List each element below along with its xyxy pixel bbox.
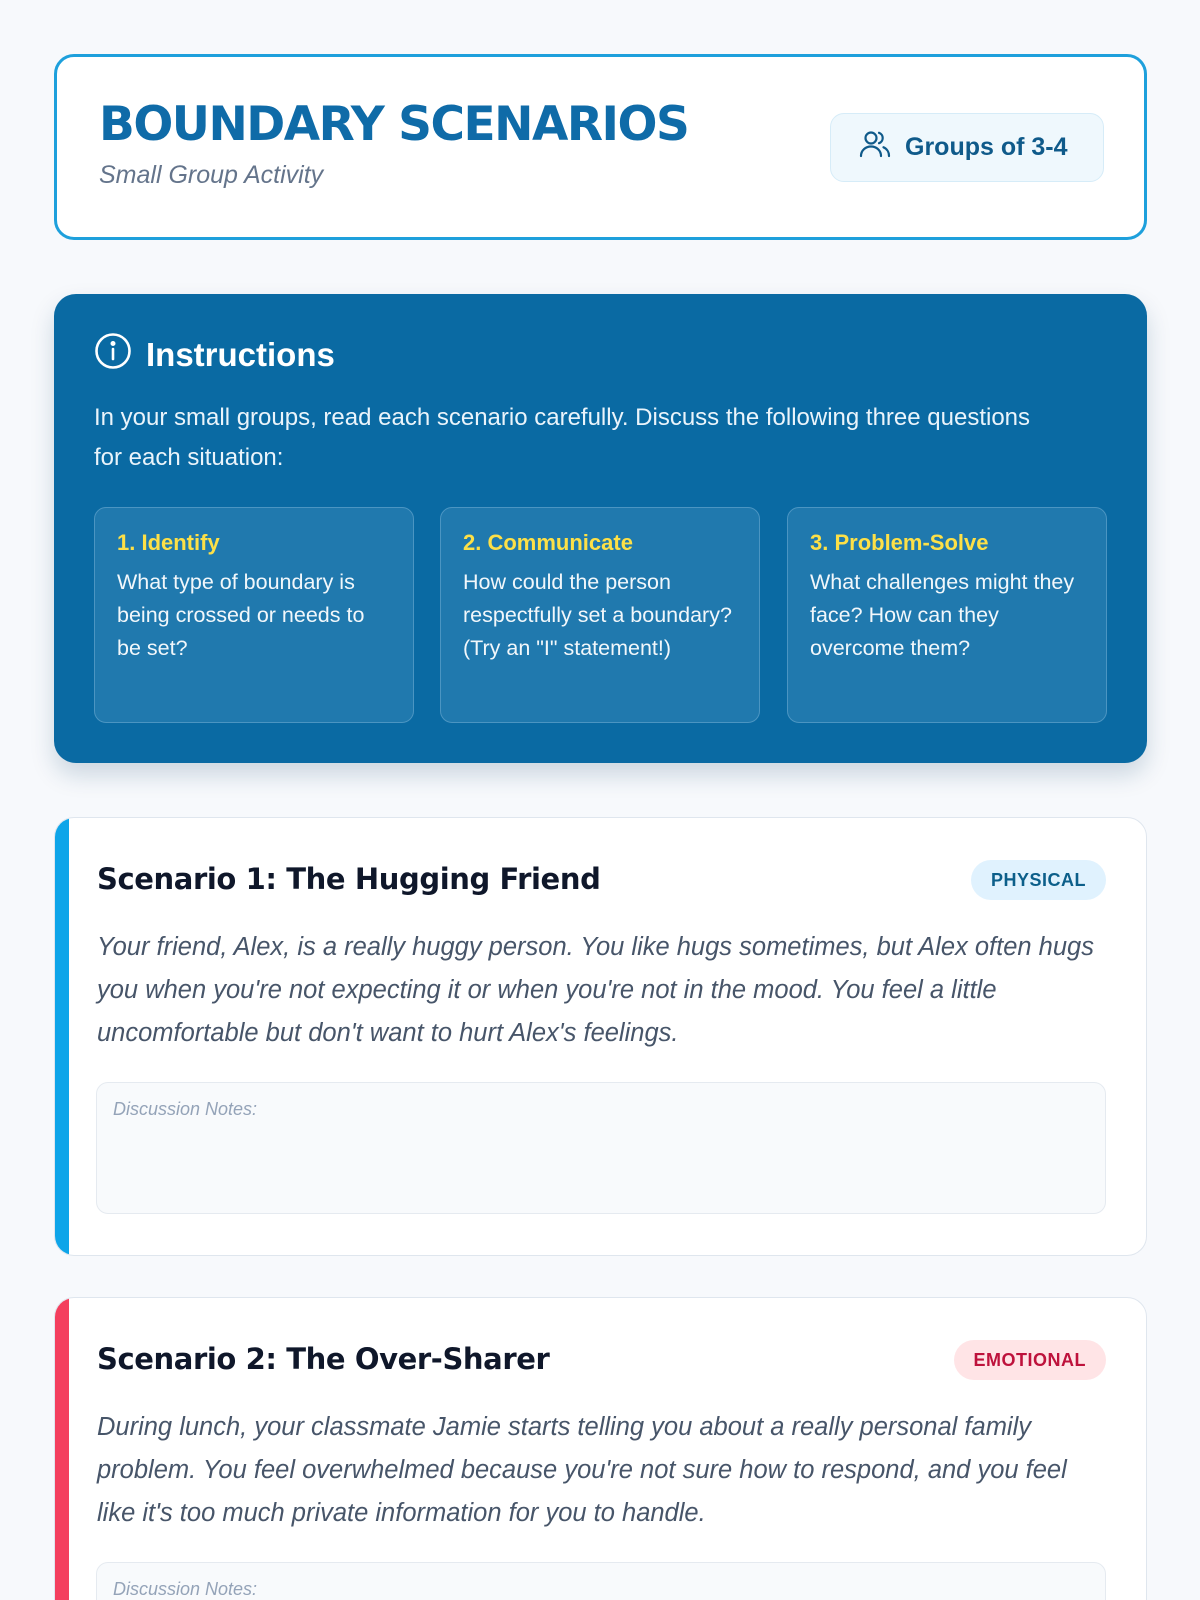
header-card — [54, 54, 1147, 240]
page-subtitle: Small Group Activity — [99, 161, 324, 189]
scenario-description: Your friend, Alex, is a really huggy person. You like hugs sometimes, but Alex often hugs you when you're not expecting it or when you're not in the mood. You feel a little uncomfortable but don't want to hurt Alex's feelings. — [97, 933, 1094, 1047]
instructions-heading — [94, 332, 335, 378]
instructions-card — [54, 294, 1147, 763]
instructions-title: Instructions — [146, 336, 335, 373]
discussion-notes-label: Discussion Notes: — [113, 1099, 258, 1119]
question-box-problem-solve — [787, 507, 1107, 723]
question-title: 3. Problem-Solve — [810, 530, 989, 555]
scenario-card — [54, 1297, 1147, 1600]
scenario-card — [54, 817, 1147, 1256]
discussion-notes-field[interactable] — [96, 1082, 1106, 1214]
discussion-notes-field[interactable] — [96, 1562, 1106, 1600]
group-size-label: Groups of 3-4 — [905, 133, 1068, 161]
scenario-title: Scenario 1: The Hugging Friend — [97, 862, 601, 896]
question-text: What type of boundary is being crossed or needs to be set? — [117, 570, 365, 660]
group-size-badge — [830, 113, 1104, 182]
question-title: 2. Communicate — [463, 530, 633, 555]
scenario-category-badge: EMOTIONAL — [954, 1340, 1107, 1380]
question-text: How could the person respectfully set a boundary? (Try an "I" statement!) — [463, 570, 732, 660]
question-title: 1. Identify — [117, 530, 220, 555]
instructions-text: In your small groups, read each scenario carefully. Discuss the following three questions for each situation: — [94, 404, 1031, 471]
users-icon — [859, 129, 891, 166]
scenario-category-badge: PHYSICAL — [971, 860, 1106, 900]
question-box-identify — [94, 507, 414, 723]
scenario-accent-bar — [55, 1298, 69, 1600]
question-box-communicate — [440, 507, 760, 723]
question-text: What challenges might they face? How can they overcome them? — [810, 570, 1075, 660]
page-title: BOUNDARY SCENARIOS — [99, 97, 689, 152]
scenario-description: During lunch, your classmate Jamie starts telling you about a really personal family problem. You feel overwhelmed because you're not sure how to respond, and you feel like it's too much private information for you to handle. — [97, 1413, 1067, 1527]
info-icon — [94, 332, 132, 378]
discussion-notes-label: Discussion Notes: — [113, 1579, 258, 1599]
scenario-title: Scenario 2: The Over-Sharer — [97, 1342, 550, 1376]
scenario-accent-bar — [55, 818, 69, 1255]
